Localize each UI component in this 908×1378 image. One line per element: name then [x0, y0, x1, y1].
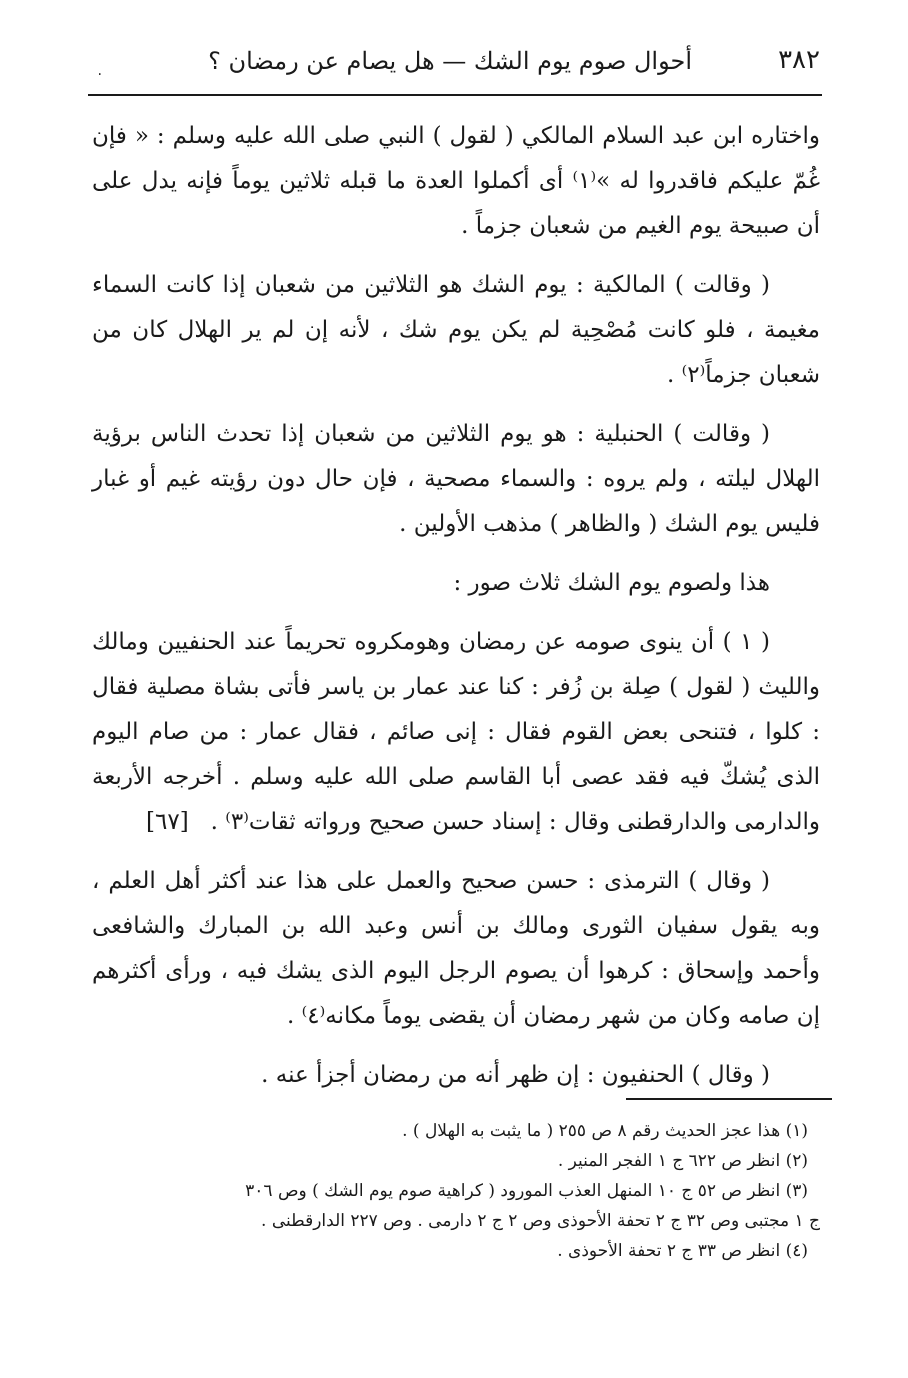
footnotes	[92, 1116, 820, 1266]
page-number: ٣٨٢	[778, 45, 820, 75]
footnote: (٤) انظر ص ٣٣ ج ٢ تحفة الأحوذى .	[557, 1241, 808, 1261]
paragraph: ( وقال ) الحنفيون : إن ظهر أنه من رمضان أجزأ عنه .	[261, 1062, 770, 1088]
paragraph: ( وقال ) الترمذى : حسن صحيح والعمل على هذا عند أكثر أهل العلم ، وبه يقول سفيان الثورى ومالك بن أنس وعبد الله بن المبارك والشافعى وأحمد وإسحاق : كرهوا أن يصوم الرجل اليوم الذى يشك فيه ، ورأى أكثرهم إن صامه وكان من شهر رمضان أن يقضى يوماً مكانه⁽٤⁾ .	[92, 868, 820, 1029]
reference-mark: [٦٧]	[146, 809, 189, 835]
paragraph: ( وقالت ) الحنبلية : هو يوم الثلاثين من شعبان إذا تحدث الناس برؤية الهلال ليلته ، ولم يروه : والسماء مصحية ، فإن حال دون رؤيته غيم أو غبار فليس يوم الشك ( والظاهر ) مذهب الأولين .	[92, 421, 820, 537]
footnote-divider	[626, 1098, 832, 1100]
header-divider	[88, 94, 822, 96]
paragraph: ( وقالت ) المالكية : يوم الشك هو الثلاثين من شعبان إذا كانت السماء مغيمة ، فلو كانت مُصْحِية لم يكن يوم شك ، لأنه إن لم ير الهلال كان من شعبان جزماً⁽٢⁾ .	[92, 272, 820, 388]
footnote: (١) هذا عجز الحديث رقم ٨ ص ٢٥٥ ( ما يثبت به الهلال ) .	[402, 1121, 808, 1141]
page-header	[88, 40, 820, 92]
running-title: أحوال صوم يوم الشك — هل يصام عن رمضان ؟	[208, 47, 692, 75]
footnote: (٣) انظر ص ٥٢ ج ١٠ المنهل العذب المورود ( كراهية صوم يوم الشك ) وص ٣٠٦	[245, 1181, 808, 1201]
paragraph: هذا ولصوم يوم الشك ثلاث صور :	[453, 570, 770, 596]
paragraph	[92, 620, 820, 845]
main-text	[92, 114, 820, 1112]
footnote: (٢) انظر ص ٦٢٢ ج ١ الفجر المنير .	[557, 1151, 808, 1171]
footnote-continuation: ج ١ مجتبى وص ٣٢ ج ٢ تحفة الأحوذى وص ٢ ج ٢ دارمى . وص ٢٢٧ الدارقطنى .	[261, 1211, 820, 1231]
margin-mark: ٠	[96, 66, 104, 82]
paragraph-text: ( ١ ) أن ينوى صومه عن رمضان وهومكروه تحريماً عند الحنفيين ومالك والليث ( لقول ) صِلة بن زُفر : كنا عند عمار بن ياسر فأتى بشاة مصلية فقال : كلوا ، فتنحى بعض القوم فقال : إنى صائم ، فقال عمار : من صام اليوم الذى يُشكّ فيه فقد عصى أبا القاسم صلى الله عليه وسلم . أخرجه الأربعة والدارمى والدارقطنى وقال : إسناد حسن صحيح ورواته ثقات⁽٣⁾ .	[92, 629, 820, 835]
paragraph: واختاره ابن عبد السلام المالكي ( لقول ) النبي صلى الله عليه وسلم : « فإن غُمّ عليكم فاقدروا له »⁽١⁾ أى أكملوا العدة ما قبله ثلاثين يوماً فإنه يدل على أن صبيحة يوم الغيم من شعبان جزماً .	[92, 123, 820, 239]
